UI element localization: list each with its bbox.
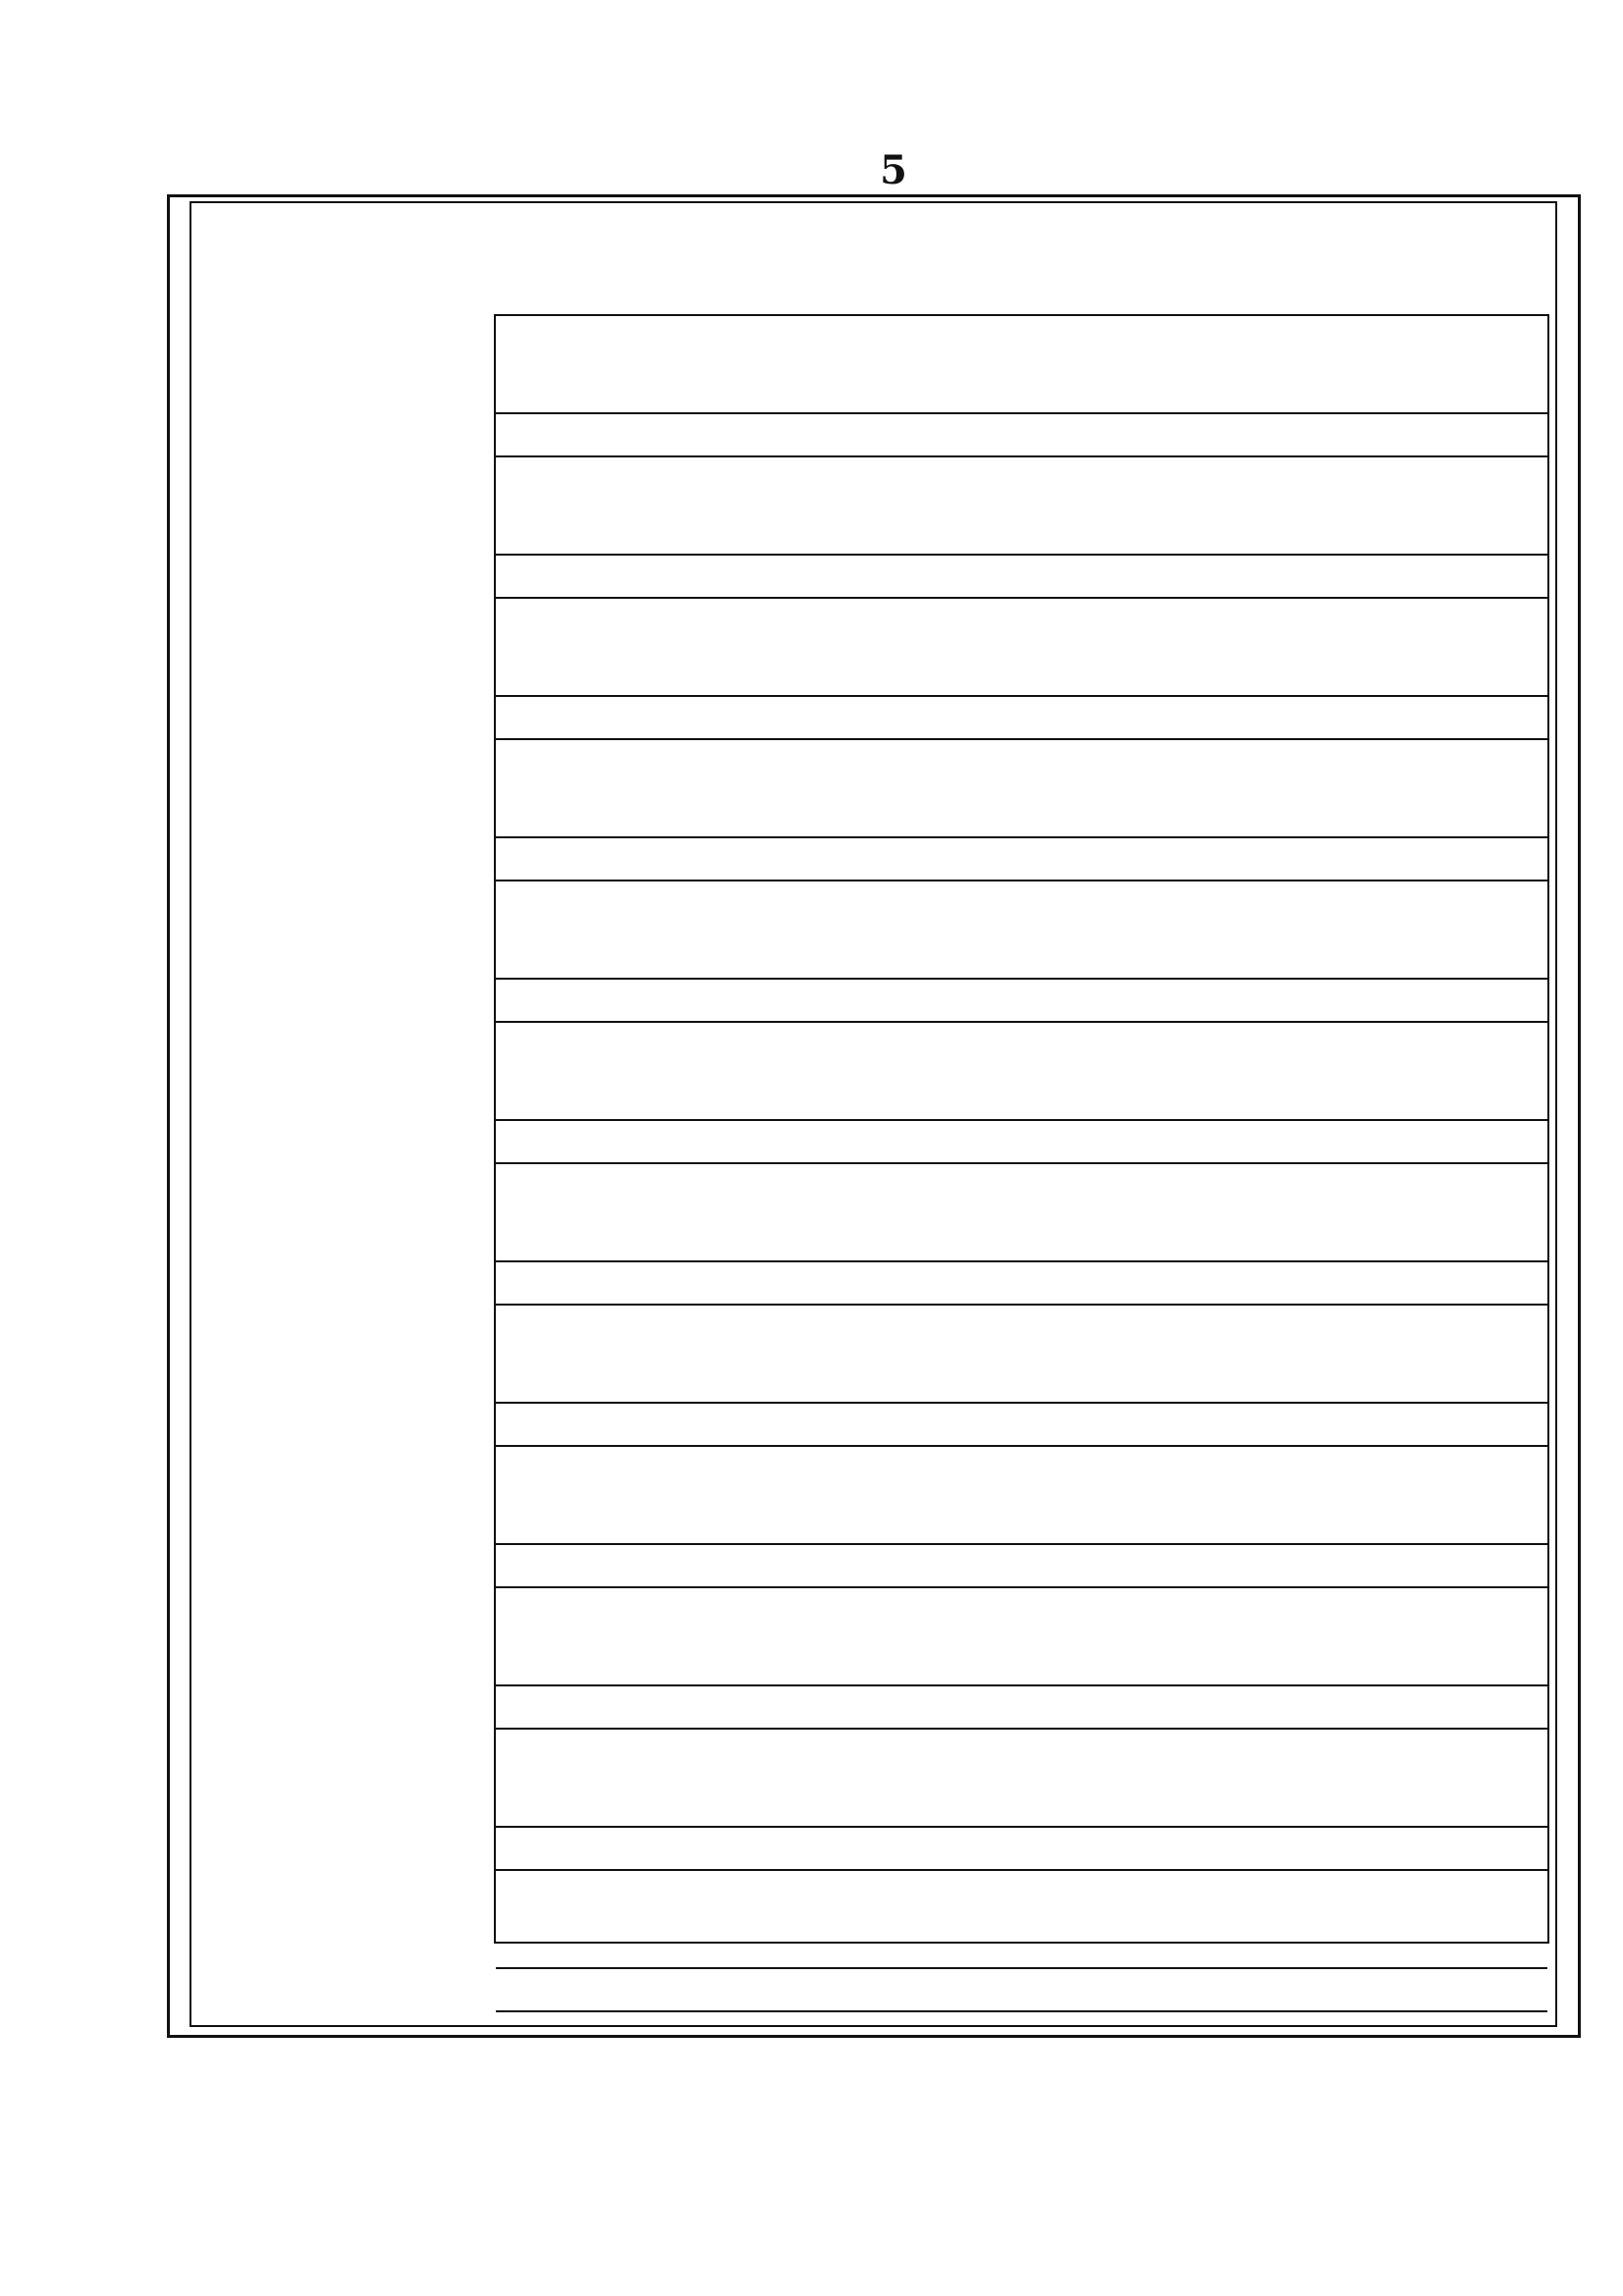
commentary-line bbox=[191, 686, 491, 732]
verse-line bbox=[496, 1164, 1547, 1262]
commentary-line bbox=[191, 1338, 491, 1384]
commentary-line bbox=[191, 360, 491, 406]
translation-line bbox=[496, 1121, 1547, 1164]
commentary-line bbox=[191, 1245, 491, 1291]
commentary-line bbox=[191, 1105, 491, 1151]
verse-line bbox=[496, 457, 1547, 556]
commentary-line bbox=[191, 640, 491, 686]
verse-line bbox=[496, 316, 1547, 414]
commentary-line bbox=[191, 1803, 491, 1849]
commentary-line bbox=[191, 919, 491, 965]
commentary-line bbox=[191, 1058, 491, 1104]
commentary-line bbox=[191, 547, 491, 593]
commentary-line bbox=[191, 501, 491, 547]
translation-line bbox=[496, 1828, 1547, 1871]
commentary-line bbox=[191, 1198, 491, 1244]
verse-line bbox=[496, 740, 1547, 838]
commentary-line bbox=[191, 593, 491, 639]
commentary-line bbox=[191, 779, 491, 826]
commentary-line bbox=[191, 873, 491, 919]
page-header-right bbox=[1316, 157, 1414, 194]
verse-line bbox=[496, 881, 1547, 980]
commentary-line bbox=[191, 1617, 491, 1663]
verse-line bbox=[496, 1447, 1547, 1545]
top-notes bbox=[196, 208, 1549, 314]
commentary-line bbox=[191, 965, 491, 1011]
commentary-line bbox=[191, 1849, 491, 1896]
commentary-line bbox=[191, 1756, 491, 1802]
commentary-line bbox=[191, 1523, 491, 1570]
verse-line bbox=[496, 1023, 1547, 1121]
commentary-line bbox=[191, 1477, 491, 1523]
footer-label bbox=[785, 2110, 903, 2160]
commentary-line bbox=[191, 1430, 491, 1476]
commentary-line bbox=[191, 1151, 491, 1198]
translation-line bbox=[496, 1545, 1547, 1588]
commentary-line bbox=[191, 826, 491, 872]
top-note-line bbox=[196, 259, 1549, 310]
translation-line bbox=[496, 1262, 1547, 1306]
page-header-left bbox=[295, 162, 432, 195]
translation-line bbox=[496, 1404, 1547, 1447]
verse-table bbox=[494, 314, 1549, 1944]
page-number: 5 bbox=[880, 147, 907, 193]
translation-line bbox=[496, 697, 1547, 740]
commentary-line bbox=[191, 407, 491, 454]
commentary-line bbox=[191, 1384, 491, 1430]
commentary-line bbox=[191, 1663, 491, 1709]
commentary-line bbox=[191, 1012, 491, 1058]
translation-line bbox=[496, 980, 1547, 1023]
verse-line bbox=[496, 599, 1547, 697]
verse-line bbox=[496, 1306, 1547, 1404]
commentary-line bbox=[191, 733, 491, 779]
commentary-line bbox=[191, 454, 491, 500]
top-note-line bbox=[196, 208, 1549, 259]
commentary-line bbox=[191, 1896, 491, 1942]
translation-line bbox=[496, 556, 1547, 599]
commentary-line bbox=[191, 1571, 491, 1617]
commentary-line bbox=[191, 1291, 491, 1337]
translation-line bbox=[496, 838, 1547, 881]
translation-line bbox=[496, 414, 1547, 457]
bottom-note bbox=[196, 1949, 1549, 2007]
translation-line bbox=[496, 1686, 1547, 1730]
verse-line bbox=[496, 1730, 1547, 1828]
verse-line bbox=[496, 1588, 1547, 1686]
commentary-column bbox=[191, 314, 491, 1944]
commentary-line bbox=[191, 1710, 491, 1756]
commentary-line bbox=[191, 314, 491, 360]
